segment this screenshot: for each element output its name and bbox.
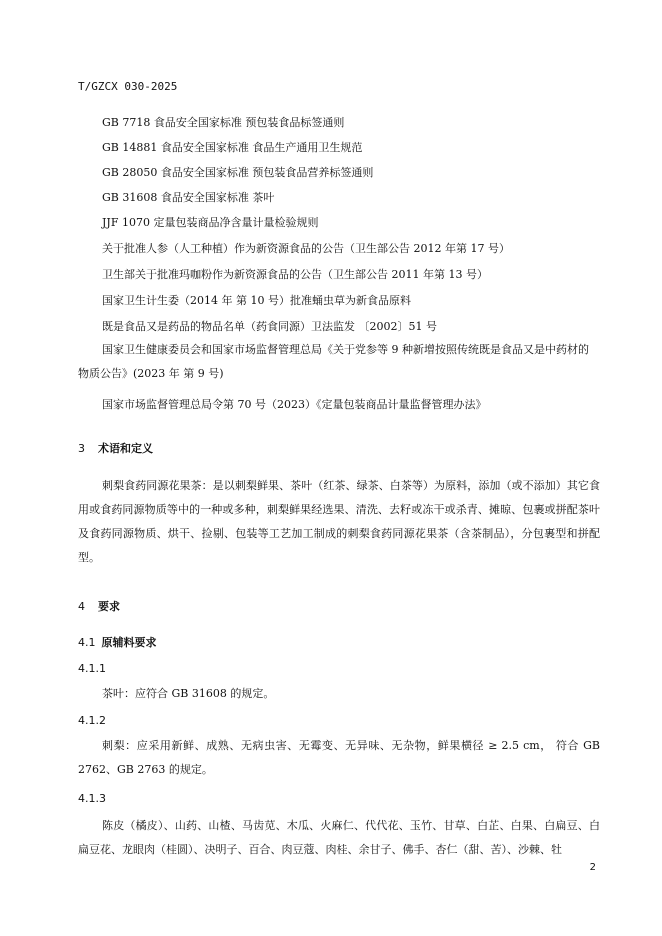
clause-number: 4.1.1 (78, 662, 106, 675)
section-title: 术语和定义 (98, 442, 153, 455)
section-heading-3 (78, 440, 153, 456)
reference-item: 既是食品又是药品的物品名单（药食同源）卫法监发 〔2002〕51 号 (102, 320, 437, 333)
clause-text: 陈皮（橘皮）、山药、山楂、马齿苋、木瓜、火麻仁、代代花、玉竹、甘草、白芷、白果、白扁豆、白扁豆花、龙眼肉（桂圆）、决明子、百合、肉豆蔻、肉桂、余甘子、佛手、杏仁（甜、苦）、沙棘、牡 (78, 819, 600, 856)
subsection-heading (78, 634, 157, 650)
reference-item: GB 7718 食品安全国家标准 预包装食品标签通则 (102, 116, 345, 129)
clause-number: 4.1.3 (78, 792, 106, 805)
section-heading-4 (78, 598, 120, 614)
clause-text: 茶叶：应符合 GB 31608 的规定。 (102, 687, 275, 700)
page-number: 2 (589, 862, 596, 873)
clause-text: 刺梨：应采用新鲜、成熟、无病虫害、无霉变、无异味、无杂物，鲜果横径 ≥ 2.5 cm， 符合 GB 2762、GB 2763 的规定。 (78, 739, 600, 776)
standard-code: T/GZCX 030-2025 (78, 80, 178, 93)
reference-item: JJF 1070 定量包装商品净含量计量检验规则 (102, 216, 319, 229)
section-number: 3 (78, 442, 85, 455)
reference-item: 国家卫生计生委（2014 年 第 10 号）批准蛹虫草为新食品原料 (102, 294, 411, 307)
reference-item: 卫生部关于批准玛咖粉作为新资源食品的公告（卫生部公告 2011 年第 13 号） (102, 268, 488, 281)
subsection-title: 原辅料要求 (101, 636, 157, 649)
reference-item: 国家市场监督管理总局令第 70 号（2023）《定量包装商品计量监督管理办法》 (102, 398, 487, 411)
section-number: 4 (78, 600, 85, 613)
reference-item: GB 28050 食品安全国家标准 预包装食品营养标签通则 (102, 166, 374, 179)
reference-item: 关于批准人参（人工种植）作为新资源食品的公告（卫生部公告 2012 年第 17 号） (102, 242, 510, 255)
reference-item: GB 31608 食品安全国家标准 茶叶 (102, 191, 275, 204)
section-title: 要求 (98, 600, 120, 613)
reference-item: GB 14881 食品安全国家标准 食品生产通用卫生规范 (102, 141, 363, 154)
subsection-number: 4.1 (78, 636, 96, 649)
clause-number: 4.1.2 (78, 714, 106, 727)
reference-item: 国家卫生健康委员会和国家市场监督管理总局《关于党参等 9 种新增按照传统既是食品又是中药材的物质公告》(2023 年 第 9 号) (78, 343, 589, 380)
definition-paragraph: 刺梨食药同源花果茶：是以刺梨鲜果、茶叶（红茶、绿茶、白茶等）为原料，添加（或不添加）其它食用或食药同源物质等中的一种或多种，刺梨鲜果经选果、清洗、去籽或冻干或杀青、摊晾、包裹或拼配茶叶及食药同源物质、烘干、捡剔、包装等工艺加工制成的刺梨食药同源花果茶（含茶制品），分包裹型和拼配型。 (78, 479, 600, 564)
